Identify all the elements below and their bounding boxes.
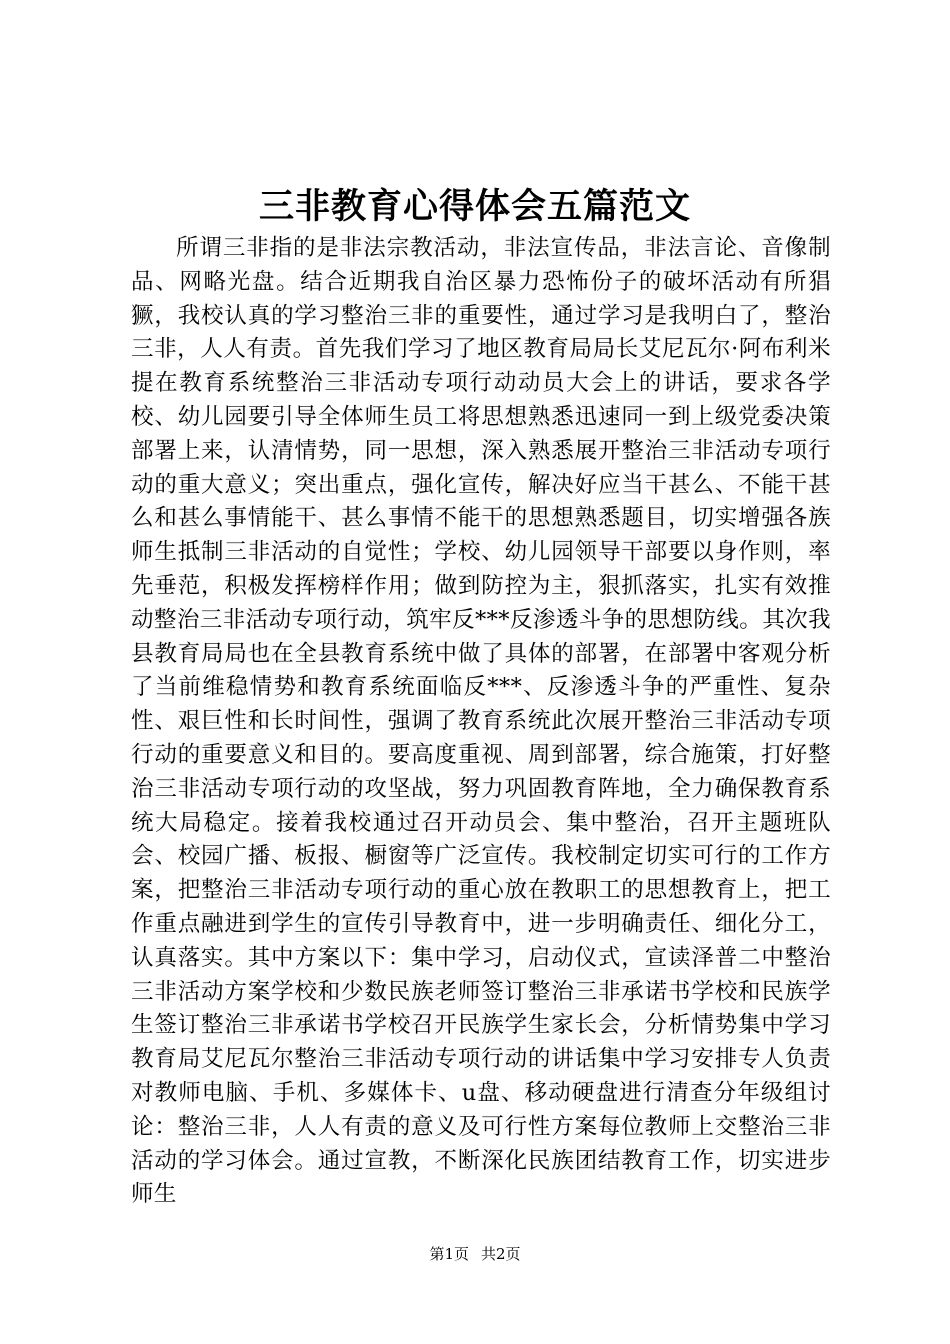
document-title: 三非教育心得体会五篇范文	[258, 186, 691, 227]
page-number-current: 第1页	[429, 1245, 469, 1263]
page-footer	[0, 1244, 950, 1264]
page-number-total: 共2页	[481, 1245, 521, 1263]
body-paragraph: 所谓三非指的是非法宗教活动，非法宣传品，非法言论、音像制品、网略光盘。结合近期我自治区暴力恐怖份子的破坏活动有所猖獗，我校认真的学习整治三非的重要性，通过学习是我明白了，整治三非，人人有责。首先我们学习了地区教育局局长艾尼瓦尔·阿布利米提在教育系统整治三非活动专项行动动员大会上的讲话，要求各学校、幼儿园要引导全体师生员工将思想熟悉迅速同一到上级党委决策部署上来，认清情势，同一思想，深入熟悉展开整治三非活动专项行动的重大意义；突出重点，强化宣传，解决好应当干甚么、不能干甚么和甚么事情能干、甚么事情不能干的思想熟悉题目，切实增强各族师生抵制三非活动的自觉性；学校、幼儿园领导干部要以身作则，率先垂范，积极发挥榜样作用；做到防控为主，狠抓落实，扎实有效推动整治三非活动专项行动，筑牢反***反渗透斗争的思想防线。其次我县教育局局也在全县教育系统中做了具体的部署，在部署中客观分析了当前维稳情势和教育系统面临反***、反渗透斗争的严重性、复杂性、艰巨性和长时间性，强调了教育系统此次展开整治三非活动专项行动的重要意义和目的。要高度重视、周到部署，综合施策，打好整治三非活动专项行动的攻坚战，努力巩固教育阵地，全力确保教育系统大局稳定。接着我校通过召开动员会、集中整治，召开主题班队会、校园广播、板报、橱窗等广泛宣传。我校制定切实可行的工作方案，把整治三非活动专项行动的重心放在教职工的思想教育上，把工作重点融进到学生的宣传引导教育中，进一步明确责任、细化分工，认真落实。其中方案以下：集中学习，启动仪式，宣读泽普二中整治三非活动方案学校和少数民族老师签订整治三非承诺书学校和民族学生签订整治三非承诺书学校召开民族学生家长会，分析情势集中学习教育局艾尼瓦尔整治三非活动专项行动的讲话集中学习安排专人负责对教师电脑、手机、多媒体卡、u盘、移动硬盘进行清查分年级组讨论：整治三非，人人有责的意义及可行性方案每位教师上交整治三非活动的学习体会。通过宣教，不断深化民族团结教育工作，切实进步师生	[131, 235, 831, 1208]
